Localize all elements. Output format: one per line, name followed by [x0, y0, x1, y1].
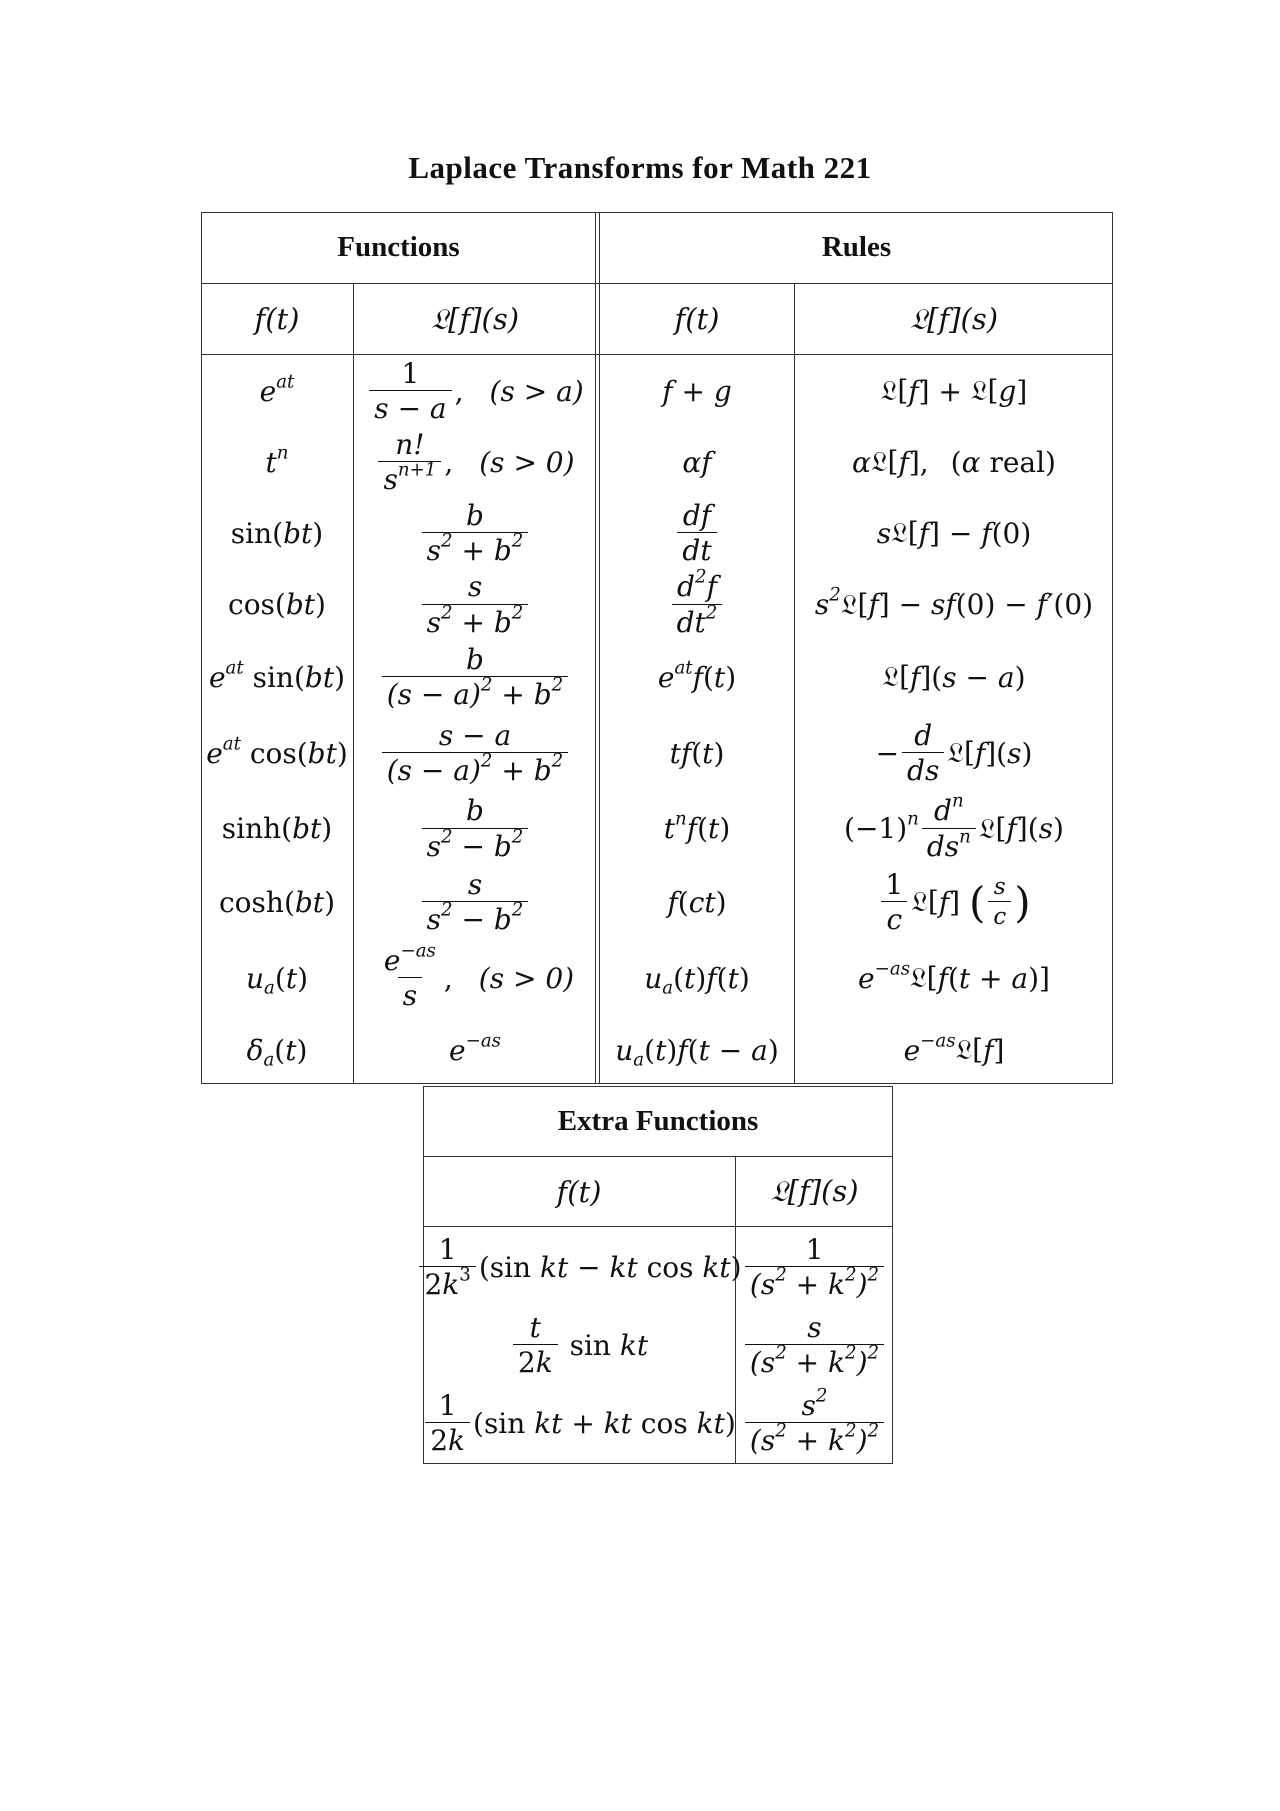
- table-cell: $\frac{s}{s^2 - b^2}$: [354, 865, 596, 939]
- table-cell: $t^n$: [265, 441, 289, 479]
- table-cell: f + g: [662, 374, 732, 408]
- table-cell: $s^2$ 𝔏[ f ] − sf (0) − f′ (0): [814, 584, 1094, 621]
- table-cell: $e^{at}$: [259, 370, 295, 408]
- rules-header: Rules: [821, 231, 892, 263]
- table-cell: $\frac{s - a}{(s - a)^2 + b^2}$: [354, 714, 596, 792]
- extra-functions-table: [423, 1086, 893, 1464]
- table-cell: $\frac{t}{2k}$ sin kt: [423, 1307, 735, 1383]
- table-cell: s 𝔏[ f ] − f (0): [876, 516, 1032, 550]
- main-table: [201, 212, 1113, 1084]
- table-cell: αf: [682, 445, 712, 479]
- table-cell: $\frac{1}{2k}$ (sin kt + kt cos kt ): [423, 1383, 735, 1463]
- table-cell: $\delta_a$ ( t ): [246, 1033, 308, 1070]
- table-cell: $u_a$ ( t ) f ( t ): [644, 961, 750, 998]
- table-cell: $\frac{d^2f}{dt^2}$: [600, 569, 794, 640]
- table-cell: α 𝔏[ f ], ( α real): [852, 445, 1056, 479]
- table-cell: tf ( t ): [669, 736, 725, 770]
- table-cell: − $\frac{d}{ds}$ 𝔏[ f ]( s ): [875, 718, 1033, 787]
- table-cell: $\frac{e^{-as}}{s}$ , (s > 0): [383, 939, 575, 1012]
- table-cell: $e^{at}f$ ( t ): [657, 656, 737, 694]
- table-cell: $\frac{b}{(s - a)^2 + b^2}$: [354, 640, 596, 714]
- table-cell: cosh( bt ): [219, 885, 335, 919]
- table-cell: $\frac{b}{s^2 - b^2}$: [354, 792, 596, 865]
- table-cell: $t^nf$ ( t ): [663, 808, 731, 845]
- table-cell: cos( bt ): [228, 588, 326, 621]
- table-cell: $\frac{s}{s^2 + b^2}$: [354, 569, 596, 640]
- table-cell: $e^{-as}$ 𝔏[ f ]: [903, 1029, 1005, 1067]
- table-cell: sin( bt ): [230, 516, 324, 550]
- functions-header: Functions: [337, 231, 460, 263]
- extra-col-f: f(t): [556, 1174, 602, 1209]
- functions-col-f: f(t): [254, 302, 300, 336]
- table-cell: $\frac{1}{(s^2 + k^2)^2}$: [736, 1227, 893, 1307]
- table-cell: $e^{at}$ cos( bt ): [206, 732, 348, 770]
- table-cell: $\frac{1}{s - a}$ , (s > a): [354, 355, 596, 427]
- table-cell: $e^{at}$ sin( bt ): [208, 656, 346, 694]
- table-cell: $\frac{s}{(s^2 + k^2)^2}$: [736, 1307, 893, 1383]
- table-cell: $e^{-as}$ 𝔏[ f ( t + a )]: [858, 957, 1050, 995]
- extra-functions-header: Extra Functions: [557, 1104, 759, 1137]
- table-cell: $\frac{df}{dt}$: [600, 497, 794, 569]
- rules-col-L: 𝔏[f](s): [909, 301, 999, 336]
- table-cell: $u_a$ ( t ): [245, 961, 309, 998]
- functions-col-L: 𝔏[f](s): [430, 301, 520, 336]
- table-cell: $\frac{1}{2k^3}$ (sin kt − kt cos kt ): [423, 1227, 735, 1307]
- table-cell: $\frac{s^2}{(s^2 + k^2)^2}$: [736, 1383, 893, 1463]
- table-cell: $u_a$ ( t ) f ( t − a ): [615, 1033, 779, 1070]
- table-cell: $\frac{b}{s^2 + b^2}$: [354, 497, 596, 569]
- table-cell: $\frac{n!}{s^{n+1}}$ , (s > 0): [354, 427, 596, 497]
- page-title: Laplace Transforms for Math 221: [408, 150, 872, 185]
- table-cell: 𝔏[ f ] + 𝔏[ g ]: [880, 374, 1028, 408]
- table-cell: sinh( bt ): [221, 812, 333, 845]
- rules-col-f: f(t): [674, 302, 720, 336]
- table-cell: (−1) $^n$ $\frac{d^n}{ds^n}$ 𝔏[ f ]( s ): [844, 790, 1064, 863]
- extra-col-L: 𝔏[f](s): [770, 1174, 859, 1208]
- table-cell: $\frac{1}{c}$ 𝔏[ f ] ( $\frac{s}{c}$ ): [795, 865, 1113, 939]
- table-cell: $e^{-as}$: [449, 1029, 501, 1067]
- table-cell: f ( ct ): [667, 885, 727, 919]
- table-cell: 𝔏[ f ]( s − a ): [882, 660, 1026, 694]
